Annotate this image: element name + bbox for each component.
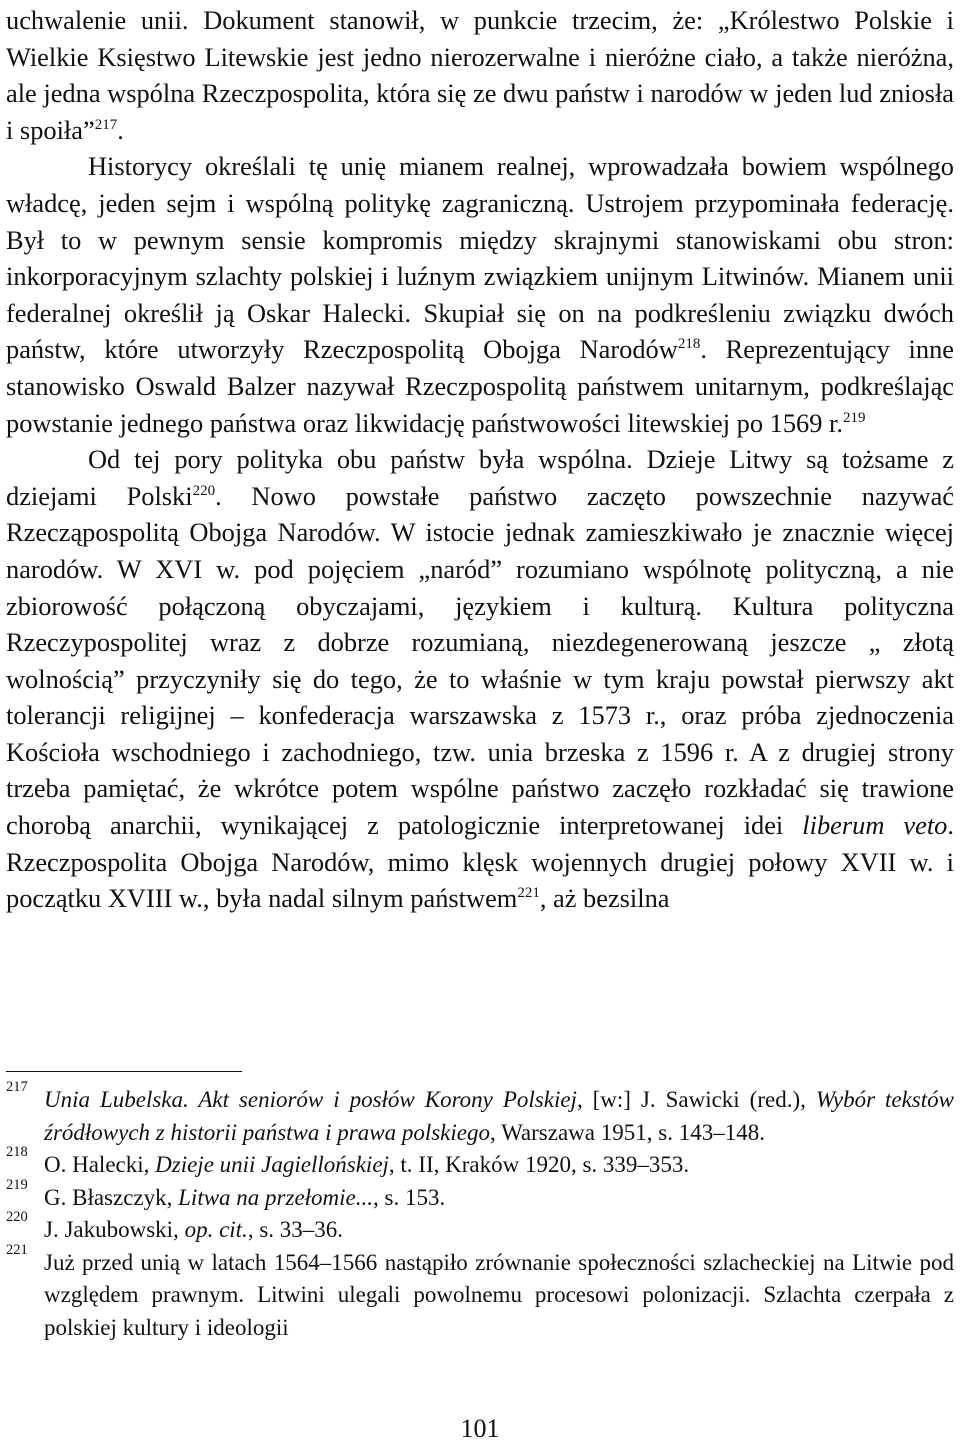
footnote-219 [6, 1176, 954, 1215]
footnote-text: , t. II, Kraków 1920, s. 339–353. [388, 1152, 690, 1177]
footnote-title: Litwa na przełomie... [178, 1184, 374, 1210]
footnote-title: Wybór tekstów źródłowych z historii państwa i prawa polskiego [44, 1087, 954, 1145]
footnote-number: 219 [6, 1176, 28, 1193]
footnote-ref-219[interactable]: 219 [842, 409, 866, 426]
footnote-title: Unia Lubelska. Akt seniorów i posłów Korony Polskiej [44, 1087, 577, 1112]
paragraph-text: . Reprezentujący inne stanowisko Oswald Balzer nazywał Rzeczpospolitą państwem unitarnym, podkreślając powstanie jednego państwa oraz likwidację państwowości litewskiej po 1569 r. [6, 334, 954, 438]
paragraph-text: Historycy określali tę unię mianem realnej, wprowadzała bowiem wspólnego władcę, jeden sejm i wspólną politykę zagraniczną. Ustrojem przypominała federację. Był to w pewnym sensie kompromis między skrajnymi stanowiskami obu stron: inkorporacyjnym szlachty polskiej i luźnym związkiem unijnym Litwinów. Mianem unii federalnej określił ją Oskar Halecki. Skupiał się on na podkreśleniu związku dwóch państw, które utworzyły Rzeczpospolitą Obojga Narodów [6, 151, 954, 365]
paragraph-1 [6, 2, 954, 148]
paragraph-2 [6, 148, 954, 441]
page-number: 101 [460, 1414, 500, 1443]
footnote-220 [6, 1209, 954, 1247]
footnote-number: 221 [6, 1241, 28, 1258]
footnote-title: op. cit. [184, 1217, 248, 1242]
footnote-text: J. Jakubowski, [44, 1217, 185, 1242]
footnotes [6, 1079, 954, 1344]
paragraph-text: Od tej pory polityka obu państw była wspólna. Dzieje Litwy są tożsame z dziejami Polski [6, 444, 954, 511]
paragraph-text: uchwalenie unii. Dokument stanowił, w punkcie trzecim, że: „Królestwo Polskie i Wielkie Księstwo Litewskie jest jedno nierozerwalne i nieróżne ciało, a także nieróżna, ale jedna wspólna Rzeczpospolita, która się ze dwu państw i narodów w jeden lud zniosła i spoiła” [6, 5, 954, 145]
footnote-number: 218 [6, 1144, 28, 1160]
footnote-title: Dzieje unii Jagiellońskiej [155, 1152, 389, 1177]
italic-term: liberum veto [802, 810, 948, 841]
footnote-text: Już przed unią w latach 1564–1566 nastąpiło zrównanie społeczności szlacheckiej na Litwie pod względem prawnym. Litwini ulegali powolnemu procesowi polonizacji. Szlachta czerpała z polskiej kultury i ideologii [44, 1249, 954, 1340]
footnote-number: 220 [6, 1209, 28, 1225]
main-text [6, 2, 954, 917]
footnote-ref-220[interactable]: 220 [192, 482, 216, 499]
footnote-text: , [w:] J. Sawicki (red.), [576, 1087, 816, 1112]
footnote-separator [6, 1071, 242, 1072]
footnote-ref-217[interactable]: 217 [94, 116, 118, 133]
footnote-text: , s. 153. [373, 1184, 446, 1210]
paragraph-text: . Nowo powstałe państwo zaczęto powszechnie nazywać Rzecząpospolitą Obojga Narodów. W istocie jednak zamieszkiwało je znacznie więcej narodów. W XVI w. pod pojęciem „naród” rozumiano wspólnotę polityczną, a nie zbiorowość połączoną obyczajami, językiem i kulturą. Kultura polityczna Rzeczypospolitej wraz z dobrze rozumianą, niezdegenerowaną jeszcze „ złotą wolnością” przyczyniły się do tego, że to właśnie w tym kraju powstał pierwszy akt tolerancji religijnej – konfederacja warszawska z 1573 r., oraz próba zjednoczenia Kościoła wschodniego i zachodniego, tzw. unia brzeska z 1596 r. A z drugiej strony trzeba pamiętać, że wkrótce potem wspólne państwo zaczęło rozkładać się trawione chorobą anarchii, wynikającej z patologicznie interpretowanej idei [6, 480, 954, 841]
paragraph-text: . Rzeczpospolita Obojga Narodów, mimo klęsk wojennych drugiej połowy XVII w. i początku XVIII w., była nadal silnym państwem [6, 810, 954, 914]
footnote-number: 217 [6, 1079, 28, 1095]
footnote-ref-218[interactable]: 218 [677, 336, 701, 353]
footnote-ref-221[interactable]: 221 [517, 885, 540, 902]
footnote-text: , Warszawa 1951, s. 143–148. [489, 1119, 765, 1145]
paragraph-text: , aż bezsilna [539, 883, 670, 914]
paragraph-3 [6, 441, 954, 917]
footnote-text: , s. 33–36. [247, 1217, 344, 1242]
footnote-text: G. Błaszczyk, [44, 1184, 179, 1210]
footnote-218 [6, 1144, 954, 1182]
footnote-217 [6, 1079, 954, 1149]
footnote-221 [6, 1241, 954, 1345]
paragraph-text: . [117, 114, 124, 145]
footnote-text: O. Halecki, [44, 1152, 156, 1177]
